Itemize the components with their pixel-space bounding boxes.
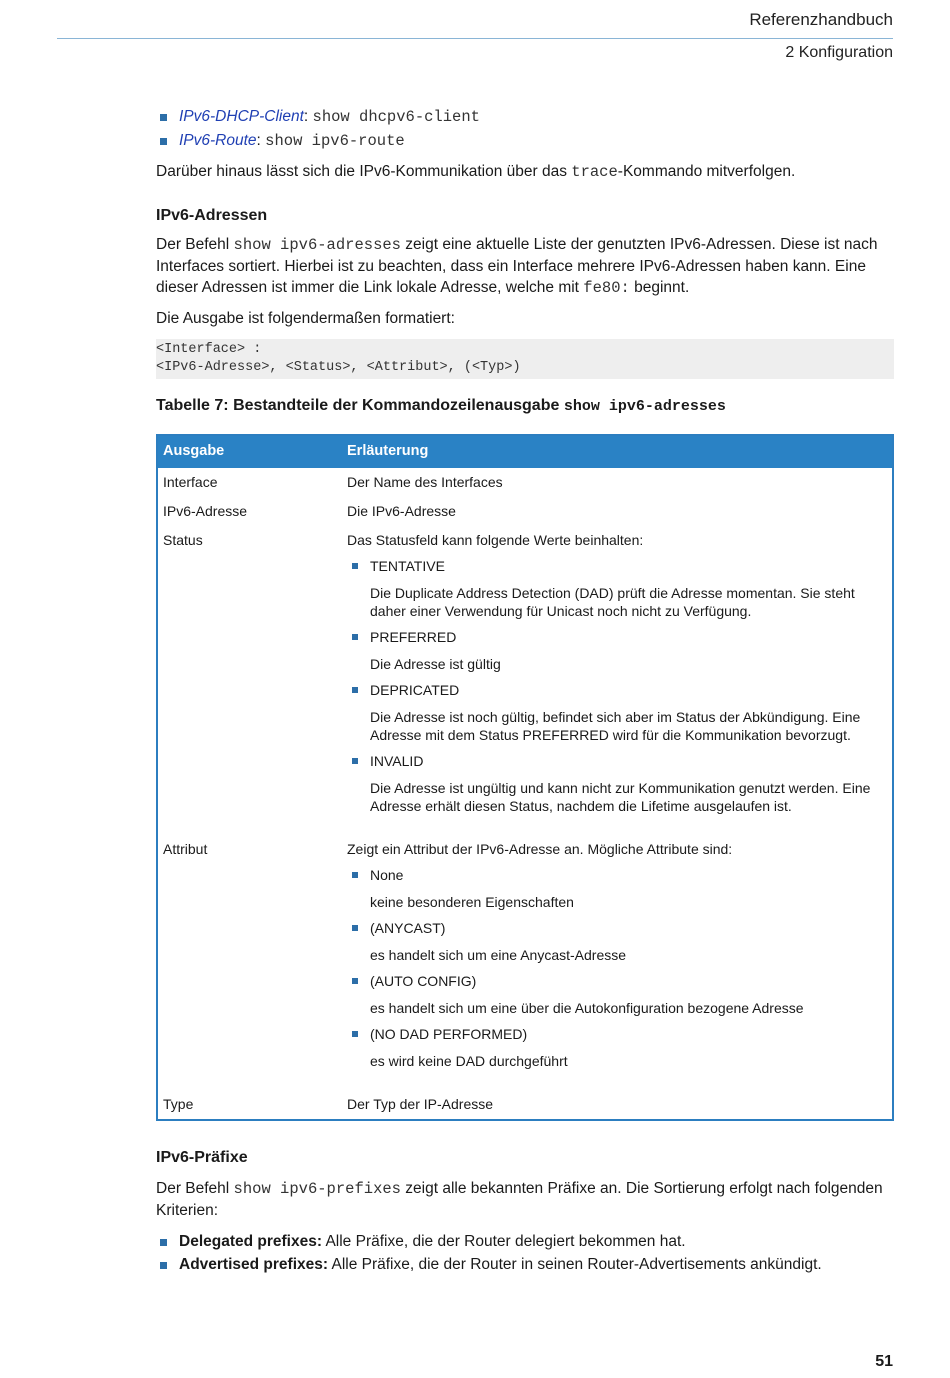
command-text: show dhcpv6-client <box>312 108 480 126</box>
page-content <box>156 106 894 1277</box>
bullet-square-icon <box>160 114 167 121</box>
list-item: TENTATIVE Die Duplicate Address Detection (DAD) prüft die Adresse momentan. Sie steht daher einer Verwendung für Unicast noch nicht zu Verfügung. <box>347 557 887 620</box>
bullet-square-icon <box>352 872 358 878</box>
format-intro: Die Ausgabe ist folgendermaßen formatiert: <box>156 310 455 327</box>
table-cell: Type <box>163 1096 194 1112</box>
table-cell: Das Statusfeld kann folgende Werte beinhalten: TENTATIVE Die Duplicate Address Detection (DAD) prüft die Adresse momentan. Sie steht daher einer Verwendung für Unicast noch nicht zu Verfügung. PREFERRED Die Adresse ist gültig DEPRICATED Die Adresse ist noch gültig, befindet sich aber im Status der Abkündigung. Eine Adresse mit dem Status PREFERRED wird für die Kommunikation bevorzugt. INVALID Die Adresse ist ungültig und kann nicht zur Kommunikation genutzt werden. Eine Adresse erhält diesen Status, nachdem die Lifetime ausgelaufen ist. <box>342 526 893 835</box>
code-line: <IPv6-Adresse>, <Status>, <Attribut>, (<Typ>) <box>156 360 521 375</box>
column-header: Erläuterung <box>342 435 893 468</box>
sort-criteria-list <box>156 1231 894 1275</box>
table-row <box>157 526 893 835</box>
list-item: INVALID Die Adresse ist ungültig und kann nicht zur Kommunikation genutzt werden. Eine Adresse erhält diesen Status, nachdem die Lifetime ausgelaufen ist. <box>347 752 887 815</box>
table-row <box>157 497 893 526</box>
section-heading-ipv6-adressen: IPv6-Adressen <box>156 207 268 224</box>
bullet-square-icon <box>352 634 358 640</box>
bullet-square-icon <box>352 758 358 764</box>
command-list <box>156 106 894 152</box>
code-line: <Interface> : <box>156 342 262 357</box>
section-paragraph: Der Befehl show ipv6-prefixes zeigt alle bekannten Präfixe an. Die Sortierung erfolgt nach folgenden Kriterien: <box>156 1180 883 1219</box>
table-header-row <box>157 435 893 468</box>
table-cell: Attribut <box>163 841 208 857</box>
bullet-square-icon <box>160 138 167 145</box>
output-table <box>156 434 894 1121</box>
bullet-square-icon <box>352 978 358 984</box>
section-heading-ipv6-praefixe: IPv6-Präfixe <box>156 1149 248 1166</box>
table-cell: Der Name des Interfaces <box>347 474 503 490</box>
bullet-square-icon <box>352 925 358 931</box>
running-header-chapter: 2 Konfiguration <box>785 44 893 61</box>
list-item: PREFERRED Die Adresse ist gültig <box>347 628 887 673</box>
table-cell: Der Typ der IP-Adresse <box>347 1096 494 1112</box>
table-cell: Interface <box>163 474 218 490</box>
table-cell: Status <box>163 532 203 548</box>
section-paragraph: Der Befehl show ipv6-adresses zeigt eine aktuelle Liste der genutzten IPv6-Adressen. Diese ist nach Interfaces sortiert. Hierbei ist zu beachten, dass ein Interface mehrere IPv6-Adressen haben kann. Eine dieser Adressen ist immer die Link lokale Adresse, welche mit fe80: beginnt. <box>156 236 878 297</box>
table-cell: Zeigt ein Attribut der IPv6-Adresse an. Mögliche Attribute sind: None keine besonderen Eigenschaften (ANYCAST) es handelt sich um eine Anycast-Adresse (AUTO CONFIG) es handelt sich um eine über die Autokonfiguration bezogene Adresse (NO DAD PERFORMED) es wird keine DAD durchgeführt <box>342 835 893 1090</box>
list-item: DEPRICATED Die Adresse ist noch gültig, befindet sich aber im Status der Abkündigung. Eine Adresse mit dem Status PREFERRED wird für die Kommunikation bevorzugt. <box>347 681 887 744</box>
link-ipv6-route[interactable]: IPv6-Route <box>179 132 257 149</box>
bullet-square-icon <box>352 1031 358 1037</box>
table-row <box>157 835 893 1090</box>
list-item: IPv6-DHCP-Client: show dhcpv6-client <box>156 106 894 128</box>
table-row <box>157 1090 893 1120</box>
bullet-square-icon <box>160 1239 167 1246</box>
list-item: Advertised prefixes: Alle Präfixe, die der Router in seinen Router-Advertisements ankündigt. <box>156 1254 894 1275</box>
list-item: (NO DAD PERFORMED) es wird keine DAD durchgeführt <box>347 1025 887 1070</box>
bullet-square-icon <box>352 563 358 569</box>
list-item: None keine besonderen Eigenschaften <box>347 866 887 911</box>
table-row <box>157 468 893 497</box>
trace-paragraph: Darüber hinaus lässt sich die IPv6-Kommunikation über das trace-Kommando mitverfolgen. <box>156 163 796 181</box>
table-cell: Die IPv6-Adresse <box>347 503 456 519</box>
list-item: IPv6-Route: show ipv6-route <box>156 130 894 152</box>
table-cell: IPv6-Adresse <box>163 503 248 519</box>
table-caption: Tabelle 7: Bestandteile der Kommandozeilenausgabe show ipv6-adresses <box>156 397 726 415</box>
bullet-square-icon <box>160 1262 167 1269</box>
attribute-values-list <box>347 866 887 1070</box>
list-item: Delegated prefixes: Alle Präfixe, die der Router delegiert bekommen hat. <box>156 1231 894 1252</box>
bullet-square-icon <box>352 687 358 693</box>
command-text: show ipv6-route <box>265 132 405 150</box>
list-item: (AUTO CONFIG) es handelt sich um eine über die Autokonfiguration bezogene Adresse <box>347 972 887 1017</box>
running-header-title: Referenzhandbuch <box>749 10 893 29</box>
header-rule <box>57 38 893 39</box>
status-values-list <box>347 557 887 815</box>
link-ipv6-dhcp-client[interactable]: IPv6-DHCP-Client <box>179 108 304 125</box>
code-block <box>156 339 894 379</box>
page-number: 51 <box>875 1353 893 1370</box>
column-header: Ausgabe <box>157 435 342 468</box>
list-item: (ANYCAST) es handelt sich um eine Anycast-Adresse <box>347 919 887 964</box>
